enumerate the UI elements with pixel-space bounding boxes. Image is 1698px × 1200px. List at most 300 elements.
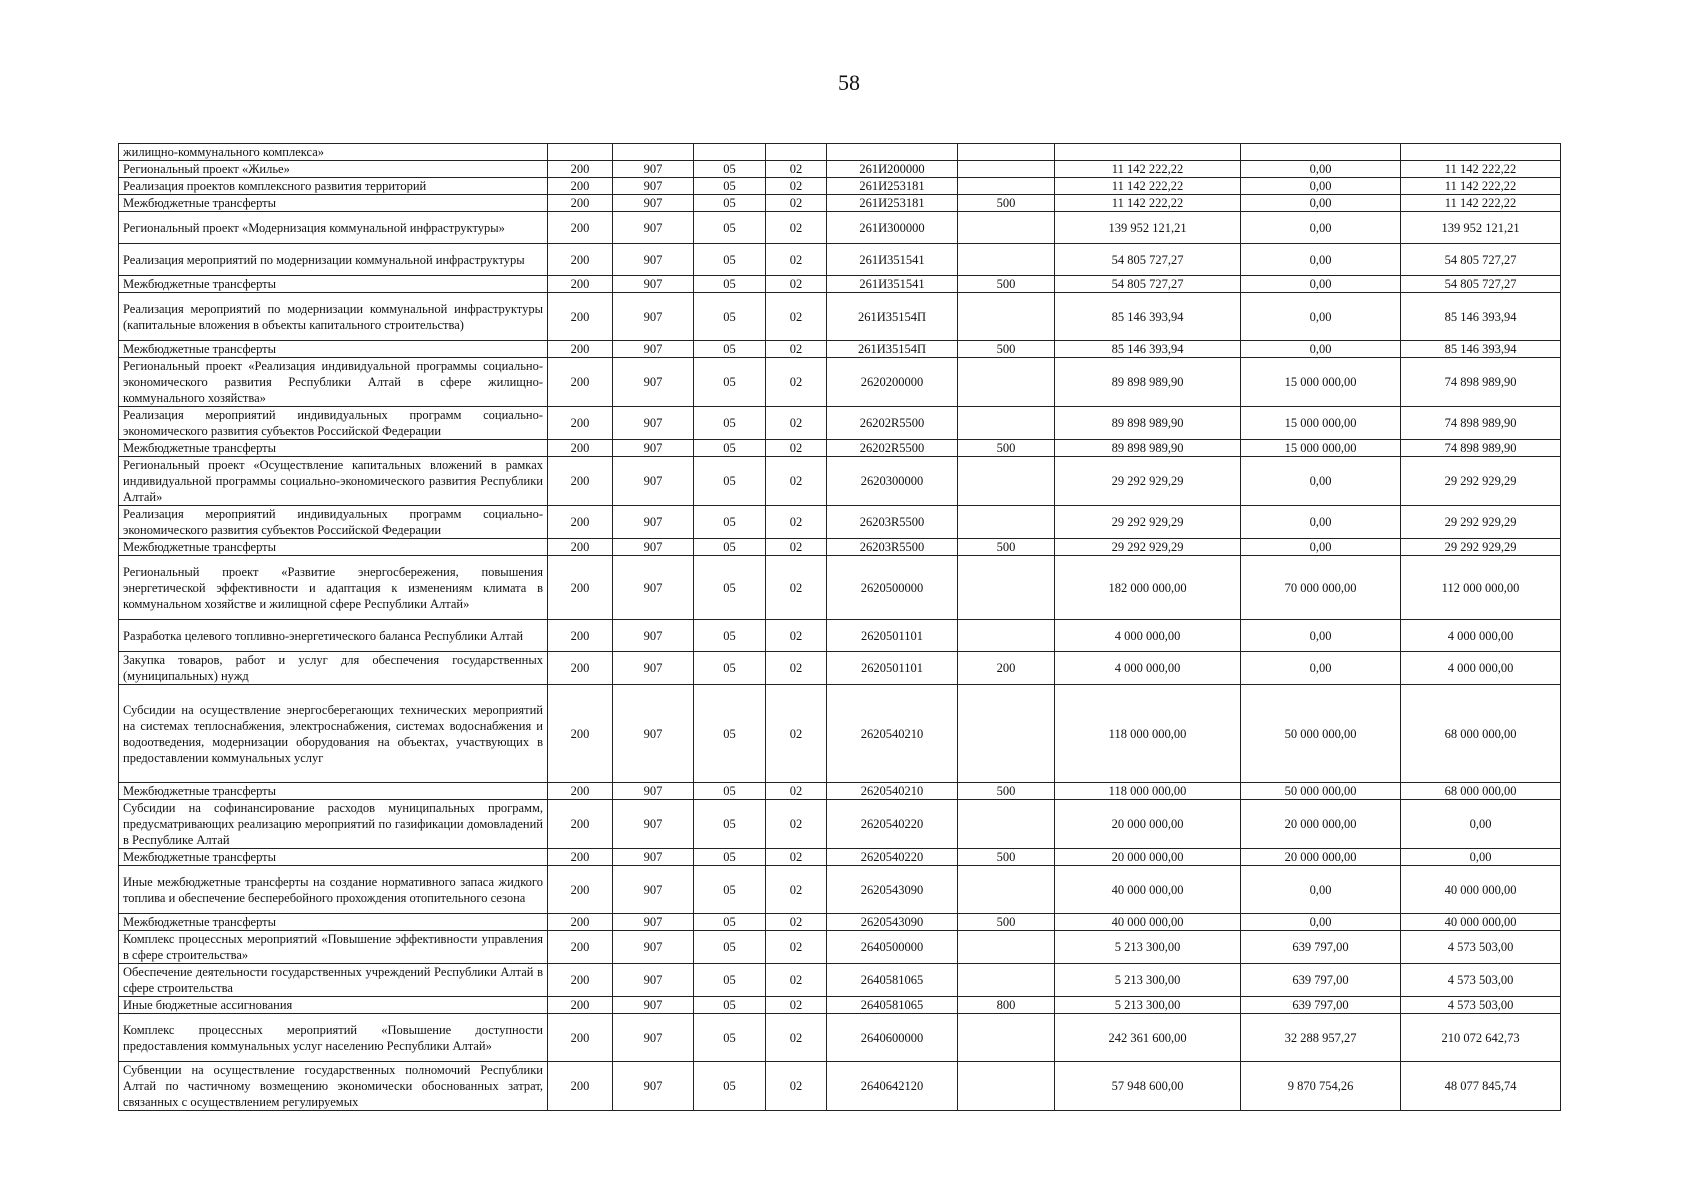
row-name: Региональный проект «Модернизация коммунальной инфраструктуры» xyxy=(119,212,548,244)
expense-type-code: 500 xyxy=(958,276,1055,293)
section-code: 05 xyxy=(694,1014,766,1062)
row-name: Региональный проект «Жилье» xyxy=(119,161,548,178)
table-row xyxy=(119,800,1561,849)
table-row xyxy=(119,358,1561,407)
subsection-code: 02 xyxy=(766,506,827,539)
section-code: 05 xyxy=(694,866,766,914)
expense-type-code: 500 xyxy=(958,783,1055,800)
subsection-code: 02 xyxy=(766,866,827,914)
target-article-code: 2620540220 xyxy=(827,849,958,866)
target-article-code: 26203R5500 xyxy=(827,539,958,556)
republic-amount: 29 292 929,29 xyxy=(1401,457,1561,506)
federal-amount: 0,00 xyxy=(1241,195,1401,212)
republic-amount: 54 805 727,27 xyxy=(1401,244,1561,276)
grbs-code: 200 xyxy=(548,849,613,866)
total-amount: 54 805 727,27 xyxy=(1055,276,1241,293)
republic-amount: 40 000 000,00 xyxy=(1401,866,1561,914)
grbs-code: 200 xyxy=(548,652,613,685)
target-article-code: 2620200000 xyxy=(827,358,958,407)
total-amount: 11 142 222,22 xyxy=(1055,161,1241,178)
federal-amount: 0,00 xyxy=(1241,539,1401,556)
target-article-code: 2620540220 xyxy=(827,800,958,849)
row-name: Межбюджетные трансферты xyxy=(119,195,548,212)
row-name: Субсидии на осуществление энергосберегающих технических мероприятий на системах теплоснабжения, электроснабжения, системах водоснабжения и водоотведения, модернизации оборудования на объектах, участвующих в предоставлении коммунальных услуг xyxy=(119,685,548,783)
republic-amount: 74 898 989,90 xyxy=(1401,407,1561,440)
section-code xyxy=(694,144,766,161)
expense-type-code: 500 xyxy=(958,539,1055,556)
row-name: Закупка товаров, работ и услуг для обеспечения государственных (муниципальных) нужд xyxy=(119,652,548,685)
total-amount: 85 146 393,94 xyxy=(1055,341,1241,358)
grbs-code: 200 xyxy=(548,212,613,244)
department-code xyxy=(613,144,694,161)
federal-amount: 0,00 xyxy=(1241,506,1401,539)
federal-amount: 0,00 xyxy=(1241,341,1401,358)
republic-amount: 74 898 989,90 xyxy=(1401,358,1561,407)
row-name: Региональный проект «Осуществление капитальных вложений в рамках индивидуальной программы социально-экономического развития Республики Алтай» xyxy=(119,457,548,506)
grbs-code: 200 xyxy=(548,358,613,407)
total-amount: 89 898 989,90 xyxy=(1055,358,1241,407)
department-code: 907 xyxy=(613,293,694,341)
total-amount: 54 805 727,27 xyxy=(1055,244,1241,276)
department-code: 907 xyxy=(613,212,694,244)
section-code: 05 xyxy=(694,506,766,539)
target-article-code: 261И35154П xyxy=(827,341,958,358)
total-amount: 20 000 000,00 xyxy=(1055,849,1241,866)
subsection-code: 02 xyxy=(766,931,827,964)
republic-amount: 0,00 xyxy=(1401,800,1561,849)
row-name: Межбюджетные трансферты xyxy=(119,783,548,800)
federal-amount: 0,00 xyxy=(1241,178,1401,195)
expense-type-code xyxy=(958,506,1055,539)
republic-amount: 11 142 222,22 xyxy=(1401,161,1561,178)
subsection-code: 02 xyxy=(766,161,827,178)
federal-amount: 9 870 754,26 xyxy=(1241,1062,1401,1111)
target-article-code: 2620540210 xyxy=(827,783,958,800)
total-amount: 5 213 300,00 xyxy=(1055,997,1241,1014)
section-code: 05 xyxy=(694,212,766,244)
row-name: жилищно-коммунального комплекса» xyxy=(119,144,548,161)
table-row xyxy=(119,931,1561,964)
row-name: Реализация мероприятий индивидуальных программ социально-экономического развития субъектов Российской Федерации xyxy=(119,407,548,440)
total-amount: 118 000 000,00 xyxy=(1055,783,1241,800)
department-code: 907 xyxy=(613,161,694,178)
subsection-code: 02 xyxy=(766,783,827,800)
federal-amount: 0,00 xyxy=(1241,244,1401,276)
subsection-code: 02 xyxy=(766,849,827,866)
federal-amount: 0,00 xyxy=(1241,457,1401,506)
total-amount: 139 952 121,21 xyxy=(1055,212,1241,244)
grbs-code: 200 xyxy=(548,800,613,849)
expense-type-code xyxy=(958,212,1055,244)
department-code: 907 xyxy=(613,652,694,685)
federal-amount: 0,00 xyxy=(1241,293,1401,341)
grbs-code: 200 xyxy=(548,178,613,195)
section-code: 05 xyxy=(694,178,766,195)
target-article-code: 26202R5500 xyxy=(827,440,958,457)
republic-amount xyxy=(1401,144,1561,161)
subsection-code: 02 xyxy=(766,1014,827,1062)
federal-amount: 0,00 xyxy=(1241,276,1401,293)
grbs-code: 200 xyxy=(548,440,613,457)
total-amount: 29 292 929,29 xyxy=(1055,539,1241,556)
target-article-code: 2640600000 xyxy=(827,1014,958,1062)
target-article-code: 261И253181 xyxy=(827,195,958,212)
grbs-code: 200 xyxy=(548,783,613,800)
federal-amount xyxy=(1241,144,1401,161)
grbs-code: 200 xyxy=(548,341,613,358)
subsection-code: 02 xyxy=(766,244,827,276)
department-code: 907 xyxy=(613,178,694,195)
row-name: Комплекс процессных мероприятий «Повышение доступности предоставления коммунальных услуг населению Республики Алтай» xyxy=(119,1014,548,1062)
federal-amount: 0,00 xyxy=(1241,652,1401,685)
section-code: 05 xyxy=(694,539,766,556)
subsection-code: 02 xyxy=(766,457,827,506)
total-amount: 29 292 929,29 xyxy=(1055,457,1241,506)
department-code: 907 xyxy=(613,964,694,997)
target-article-code: 2640581065 xyxy=(827,964,958,997)
total-amount: 11 142 222,22 xyxy=(1055,178,1241,195)
grbs-code: 200 xyxy=(548,556,613,620)
row-name: Межбюджетные трансферты xyxy=(119,539,548,556)
subsection-code: 02 xyxy=(766,620,827,652)
row-name: Региональный проект «Реализация индивидуальной программы социально-экономического развития Республики Алтай в сфере жилищно-коммунального хозяйства» xyxy=(119,358,548,407)
department-code: 907 xyxy=(613,685,694,783)
table-row xyxy=(119,620,1561,652)
row-name: Межбюджетные трансферты xyxy=(119,849,548,866)
section-code: 05 xyxy=(694,1062,766,1111)
total-amount: 29 292 929,29 xyxy=(1055,506,1241,539)
expense-type-code xyxy=(958,620,1055,652)
total-amount: 89 898 989,90 xyxy=(1055,407,1241,440)
federal-amount: 32 288 957,27 xyxy=(1241,1014,1401,1062)
department-code: 907 xyxy=(613,440,694,457)
table-row xyxy=(119,276,1561,293)
target-article-code: 2640642120 xyxy=(827,1062,958,1111)
expense-type-code xyxy=(958,293,1055,341)
table-row xyxy=(119,212,1561,244)
federal-amount: 0,00 xyxy=(1241,161,1401,178)
federal-amount: 639 797,00 xyxy=(1241,931,1401,964)
department-code: 907 xyxy=(613,358,694,407)
republic-amount: 54 805 727,27 xyxy=(1401,276,1561,293)
expense-type-code xyxy=(958,161,1055,178)
department-code: 907 xyxy=(613,1014,694,1062)
target-article-code: 2640500000 xyxy=(827,931,958,964)
expense-type-code: 800 xyxy=(958,997,1055,1014)
federal-amount: 0,00 xyxy=(1241,212,1401,244)
section-code: 05 xyxy=(694,195,766,212)
table-row xyxy=(119,457,1561,506)
row-name: Межбюджетные трансферты xyxy=(119,440,548,457)
federal-amount: 0,00 xyxy=(1241,866,1401,914)
republic-amount: 0,00 xyxy=(1401,849,1561,866)
table-row xyxy=(119,539,1561,556)
section-code: 05 xyxy=(694,931,766,964)
total-amount: 85 146 393,94 xyxy=(1055,293,1241,341)
row-name: Межбюджетные трансферты xyxy=(119,914,548,931)
republic-amount: 4 000 000,00 xyxy=(1401,652,1561,685)
table-row xyxy=(119,407,1561,440)
federal-amount: 15 000 000,00 xyxy=(1241,407,1401,440)
expense-type-code: 500 xyxy=(958,341,1055,358)
target-article-code: 2620300000 xyxy=(827,457,958,506)
federal-amount: 639 797,00 xyxy=(1241,964,1401,997)
republic-amount: 85 146 393,94 xyxy=(1401,293,1561,341)
total-amount: 4 000 000,00 xyxy=(1055,652,1241,685)
total-amount xyxy=(1055,144,1241,161)
row-name: Иные межбюджетные трансферты на создание нормативного запаса жидкого топлива и обеспечение бесперебойного прохождения отопительного сезона xyxy=(119,866,548,914)
total-amount: 4 000 000,00 xyxy=(1055,620,1241,652)
expense-type-code xyxy=(958,931,1055,964)
expense-type-code xyxy=(958,457,1055,506)
table-row xyxy=(119,849,1561,866)
department-code: 907 xyxy=(613,800,694,849)
section-code: 05 xyxy=(694,457,766,506)
section-code: 05 xyxy=(694,407,766,440)
expense-type-code xyxy=(958,244,1055,276)
budget-table xyxy=(118,143,1561,1111)
subsection-code: 02 xyxy=(766,997,827,1014)
department-code: 907 xyxy=(613,276,694,293)
grbs-code: 200 xyxy=(548,1014,613,1062)
section-code: 05 xyxy=(694,161,766,178)
expense-type-code: 500 xyxy=(958,849,1055,866)
row-name: Реализация мероприятий по модернизации коммунальной инфраструктуры (капитальные вложения в объекты капитального строительства) xyxy=(119,293,548,341)
subsection-code: 02 xyxy=(766,685,827,783)
department-code: 907 xyxy=(613,620,694,652)
section-code: 05 xyxy=(694,914,766,931)
subsection-code: 02 xyxy=(766,195,827,212)
target-article-code: 261И253181 xyxy=(827,178,958,195)
subsection-code: 02 xyxy=(766,556,827,620)
subsection-code: 02 xyxy=(766,800,827,849)
section-code: 05 xyxy=(694,685,766,783)
federal-amount: 0,00 xyxy=(1241,914,1401,931)
subsection-code: 02 xyxy=(766,1062,827,1111)
subsection-code xyxy=(766,144,827,161)
federal-amount: 0,00 xyxy=(1241,620,1401,652)
section-code: 05 xyxy=(694,783,766,800)
table-row xyxy=(119,866,1561,914)
republic-amount: 210 072 642,73 xyxy=(1401,1014,1561,1062)
grbs-code: 200 xyxy=(548,685,613,783)
total-amount: 5 213 300,00 xyxy=(1055,931,1241,964)
federal-amount: 70 000 000,00 xyxy=(1241,556,1401,620)
table-row xyxy=(119,161,1561,178)
grbs-code: 200 xyxy=(548,914,613,931)
grbs-code: 200 xyxy=(548,457,613,506)
total-amount: 242 361 600,00 xyxy=(1055,1014,1241,1062)
table-row xyxy=(119,997,1561,1014)
table-row xyxy=(119,783,1561,800)
total-amount: 40 000 000,00 xyxy=(1055,866,1241,914)
section-code: 05 xyxy=(694,620,766,652)
table-body xyxy=(119,144,1561,1111)
target-article-code: 2620543090 xyxy=(827,866,958,914)
department-code: 907 xyxy=(613,407,694,440)
section-code: 05 xyxy=(694,556,766,620)
target-article-code: 261И200000 xyxy=(827,161,958,178)
target-article-code: 2620500000 xyxy=(827,556,958,620)
republic-amount: 4 573 503,00 xyxy=(1401,931,1561,964)
expense-type-code xyxy=(958,685,1055,783)
table-row xyxy=(119,1062,1561,1111)
republic-amount: 40 000 000,00 xyxy=(1401,914,1561,931)
department-code: 907 xyxy=(613,195,694,212)
republic-amount: 29 292 929,29 xyxy=(1401,539,1561,556)
target-article-code: 261И35154П xyxy=(827,293,958,341)
federal-amount: 15 000 000,00 xyxy=(1241,440,1401,457)
federal-amount: 50 000 000,00 xyxy=(1241,783,1401,800)
row-name: Реализация проектов комплексного развития территорий xyxy=(119,178,548,195)
row-name: Региональный проект «Развитие энергосбережения, повышения энергетической эффективности и адаптация к изменениям климата в коммунальном хозяйстве и жилищной сфере Республики Алтай» xyxy=(119,556,548,620)
grbs-code: 200 xyxy=(548,866,613,914)
subsection-code: 02 xyxy=(766,914,827,931)
subsection-code: 02 xyxy=(766,407,827,440)
subsection-code: 02 xyxy=(766,212,827,244)
total-amount: 40 000 000,00 xyxy=(1055,914,1241,931)
section-code: 05 xyxy=(694,997,766,1014)
expense-type-code xyxy=(958,964,1055,997)
section-code: 05 xyxy=(694,358,766,407)
row-name: Обеспечение деятельности государственных учреждений Республики Алтай в сфере строительства xyxy=(119,964,548,997)
table-row xyxy=(119,556,1561,620)
target-article-code: 261И351541 xyxy=(827,244,958,276)
expense-type-code: 500 xyxy=(958,195,1055,212)
republic-amount: 139 952 121,21 xyxy=(1401,212,1561,244)
subsection-code: 02 xyxy=(766,440,827,457)
grbs-code: 200 xyxy=(548,539,613,556)
department-code: 907 xyxy=(613,506,694,539)
grbs-code: 200 xyxy=(548,244,613,276)
row-name: Реализация мероприятий индивидуальных программ социально-экономического развития субъектов Российской Федерации xyxy=(119,506,548,539)
table-row xyxy=(119,1014,1561,1062)
grbs-code: 200 xyxy=(548,195,613,212)
total-amount: 5 213 300,00 xyxy=(1055,964,1241,997)
grbs-code: 200 xyxy=(548,620,613,652)
target-article-code: 2620540210 xyxy=(827,685,958,783)
row-name: Комплекс процессных мероприятий «Повышение эффективности управления в сфере строительства» xyxy=(119,931,548,964)
table-row xyxy=(119,506,1561,539)
department-code: 907 xyxy=(613,914,694,931)
grbs-code xyxy=(548,144,613,161)
total-amount: 57 948 600,00 xyxy=(1055,1062,1241,1111)
row-name: Разработка целевого топливно-энергетического баланса Республики Алтай xyxy=(119,620,548,652)
table-row xyxy=(119,440,1561,457)
expense-type-code xyxy=(958,866,1055,914)
table-row xyxy=(119,144,1561,161)
expense-type-code xyxy=(958,1062,1055,1111)
subsection-code: 02 xyxy=(766,341,827,358)
row-name: Иные бюджетные ассигнования xyxy=(119,997,548,1014)
grbs-code: 200 xyxy=(548,293,613,341)
department-code: 907 xyxy=(613,341,694,358)
department-code: 907 xyxy=(613,539,694,556)
department-code: 907 xyxy=(613,244,694,276)
target-article-code: 2640581065 xyxy=(827,997,958,1014)
total-amount: 20 000 000,00 xyxy=(1055,800,1241,849)
federal-amount: 20 000 000,00 xyxy=(1241,800,1401,849)
department-code: 907 xyxy=(613,849,694,866)
subsection-code: 02 xyxy=(766,178,827,195)
target-article-code: 2620501101 xyxy=(827,620,958,652)
target-article-code: 2620501101 xyxy=(827,652,958,685)
subsection-code: 02 xyxy=(766,358,827,407)
expense-type-code xyxy=(958,1014,1055,1062)
federal-amount: 639 797,00 xyxy=(1241,997,1401,1014)
section-code: 05 xyxy=(694,652,766,685)
grbs-code: 200 xyxy=(548,1062,613,1111)
republic-amount: 68 000 000,00 xyxy=(1401,685,1561,783)
expense-type-code xyxy=(958,178,1055,195)
federal-amount: 20 000 000,00 xyxy=(1241,849,1401,866)
department-code: 907 xyxy=(613,783,694,800)
total-amount: 89 898 989,90 xyxy=(1055,440,1241,457)
section-code: 05 xyxy=(694,849,766,866)
republic-amount: 4 573 503,00 xyxy=(1401,997,1561,1014)
department-code: 907 xyxy=(613,997,694,1014)
republic-amount: 68 000 000,00 xyxy=(1401,783,1561,800)
table-row xyxy=(119,244,1561,276)
section-code: 05 xyxy=(694,276,766,293)
grbs-code: 200 xyxy=(548,161,613,178)
expense-type-code xyxy=(958,144,1055,161)
target-article-code xyxy=(827,144,958,161)
grbs-code: 200 xyxy=(548,276,613,293)
subsection-code: 02 xyxy=(766,964,827,997)
row-name: Межбюджетные трансферты xyxy=(119,341,548,358)
table-row xyxy=(119,652,1561,685)
row-name: Субсидии на софинансирование расходов муниципальных программ, предусматривающих реализацию мероприятий по газификации домовладений в Республике Алтай xyxy=(119,800,548,849)
grbs-code: 200 xyxy=(548,931,613,964)
expense-type-code xyxy=(958,800,1055,849)
subsection-code: 02 xyxy=(766,652,827,685)
table-row xyxy=(119,685,1561,783)
republic-amount: 4 573 503,00 xyxy=(1401,964,1561,997)
row-name: Субвенции на осуществление государственных полномочий Республики Алтай по частичному возмещению экономически обоснованных затрат, связанных с осуществлением регулируемых xyxy=(119,1062,548,1111)
grbs-code: 200 xyxy=(548,407,613,440)
republic-amount: 4 000 000,00 xyxy=(1401,620,1561,652)
federal-amount: 50 000 000,00 xyxy=(1241,685,1401,783)
target-article-code: 26202R5500 xyxy=(827,407,958,440)
federal-amount: 15 000 000,00 xyxy=(1241,358,1401,407)
subsection-code: 02 xyxy=(766,539,827,556)
row-name: Межбюджетные трансферты xyxy=(119,276,548,293)
expense-type-code: 500 xyxy=(958,914,1055,931)
republic-amount: 48 077 845,74 xyxy=(1401,1062,1561,1111)
section-code: 05 xyxy=(694,244,766,276)
table-row xyxy=(119,178,1561,195)
republic-amount: 11 142 222,22 xyxy=(1401,195,1561,212)
republic-amount: 74 898 989,90 xyxy=(1401,440,1561,457)
department-code: 907 xyxy=(613,866,694,914)
target-article-code: 2620543090 xyxy=(827,914,958,931)
grbs-code: 200 xyxy=(548,964,613,997)
subsection-code: 02 xyxy=(766,293,827,341)
expense-type-code xyxy=(958,556,1055,620)
republic-amount: 11 142 222,22 xyxy=(1401,178,1561,195)
section-code: 05 xyxy=(694,341,766,358)
department-code: 907 xyxy=(613,1062,694,1111)
grbs-code: 200 xyxy=(548,997,613,1014)
section-code: 05 xyxy=(694,293,766,341)
subsection-code: 02 xyxy=(766,276,827,293)
target-article-code: 261И300000 xyxy=(827,212,958,244)
table-row xyxy=(119,293,1561,341)
expense-type-code xyxy=(958,358,1055,407)
section-code: 05 xyxy=(694,964,766,997)
department-code: 907 xyxy=(613,457,694,506)
